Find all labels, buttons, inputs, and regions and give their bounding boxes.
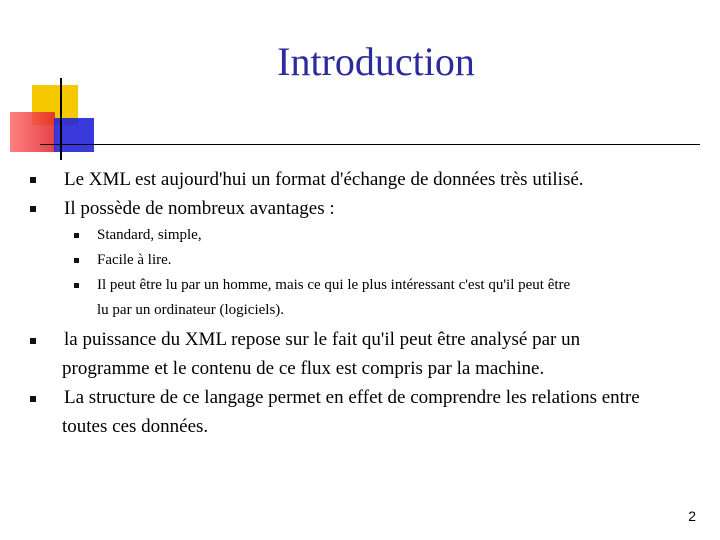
page-number: 2 [688,508,696,524]
bullet-text-line1: La structure de ce langage permet en effet de comprendre les relations entre [64,387,640,408]
bullet-text: Le XML est aujourd'hui un format d'échange de données très utilisé. [64,169,584,190]
logo-red-square [10,112,55,152]
bullet-text-line1: la puissance du XML repose sur le fait qu'il peut être analysé par un [64,329,581,350]
sub-bullet-icon [74,258,79,263]
logo-vertical-line [60,78,62,160]
bullet-text-line2: toutes ces données. [62,416,209,437]
bullet-text: Il possède de nombreux avantages : [64,198,335,219]
sub-bullet-text: Standard, simple, [97,227,202,243]
sub-bullet-text: Facile à lire. [97,252,172,268]
bullet-icon [30,177,36,183]
bullet-icon [30,206,36,212]
bullet-icon [30,338,36,344]
bullet-icon [30,396,36,402]
sub-bullet-text-line2: lu par un ordinateur (logiciels). [97,302,285,318]
sub-bullet-icon [74,233,79,238]
title-divider [40,144,700,145]
slide-title: Introduction [277,39,475,84]
sub-bullet-icon [74,283,79,288]
bullet-text-line2: programme et le contenu de ce flux est compris par la machine. [62,358,545,379]
sub-bullet-text-line1: Il peut être lu par un homme, mais ce qui le plus intéressant c'est qu'il peut être [97,277,571,293]
